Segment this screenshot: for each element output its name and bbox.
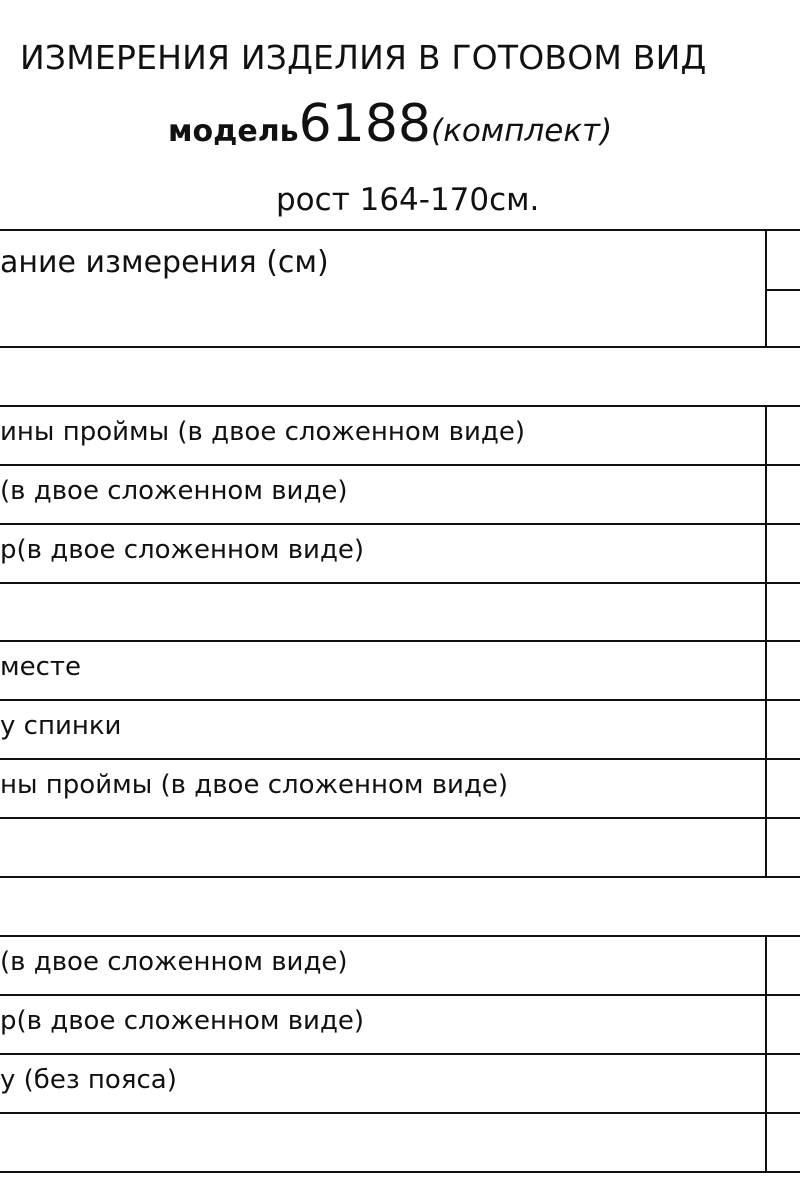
- table-border: [0, 346, 800, 348]
- table-border: [0, 758, 800, 760]
- table-border: [766, 289, 800, 291]
- column-divider: [765, 405, 767, 878]
- model-note: (комплект): [431, 113, 613, 149]
- table-border: [0, 935, 800, 937]
- table-row: месте: [0, 652, 82, 682]
- height-note: рост 164-170см.: [276, 182, 540, 218]
- model-label: модель: [168, 114, 299, 149]
- table-border: [0, 523, 800, 525]
- table-border: [0, 582, 800, 584]
- table-row: ины проймы (в двое сложенном виде): [0, 417, 525, 447]
- table-row: у (без пояса): [0, 1065, 177, 1095]
- table-border: [0, 817, 800, 819]
- table-row: р(в двое сложенном виде): [0, 1006, 365, 1036]
- column-divider: [765, 935, 767, 1173]
- table-header: ание измерения (см): [0, 245, 329, 280]
- table-row: р(в двое сложенном виде): [0, 535, 365, 565]
- table-border: [0, 994, 800, 996]
- table-border: [0, 1171, 800, 1173]
- table-border: [0, 1112, 800, 1114]
- table-border: [0, 1053, 800, 1055]
- model-line: [168, 94, 613, 154]
- table-row: (в двое сложенном виде): [0, 947, 348, 977]
- table-border: [0, 464, 800, 466]
- model-number: 6188: [298, 94, 431, 154]
- table-border: [0, 876, 800, 878]
- table-border: [0, 405, 800, 407]
- table-border: [0, 699, 800, 701]
- table-row: ны проймы (в двое сложенном виде): [0, 770, 509, 800]
- table-border: [0, 640, 800, 642]
- table-row: (в двое сложенном виде): [0, 476, 348, 506]
- table-border: [0, 229, 800, 231]
- table-row: у спинки: [0, 711, 122, 741]
- document-title: ИЗМЕРЕНИЯ ИЗДЕЛИЯ В ГОТОВОМ ВИД: [20, 38, 707, 77]
- column-divider: [765, 229, 767, 348]
